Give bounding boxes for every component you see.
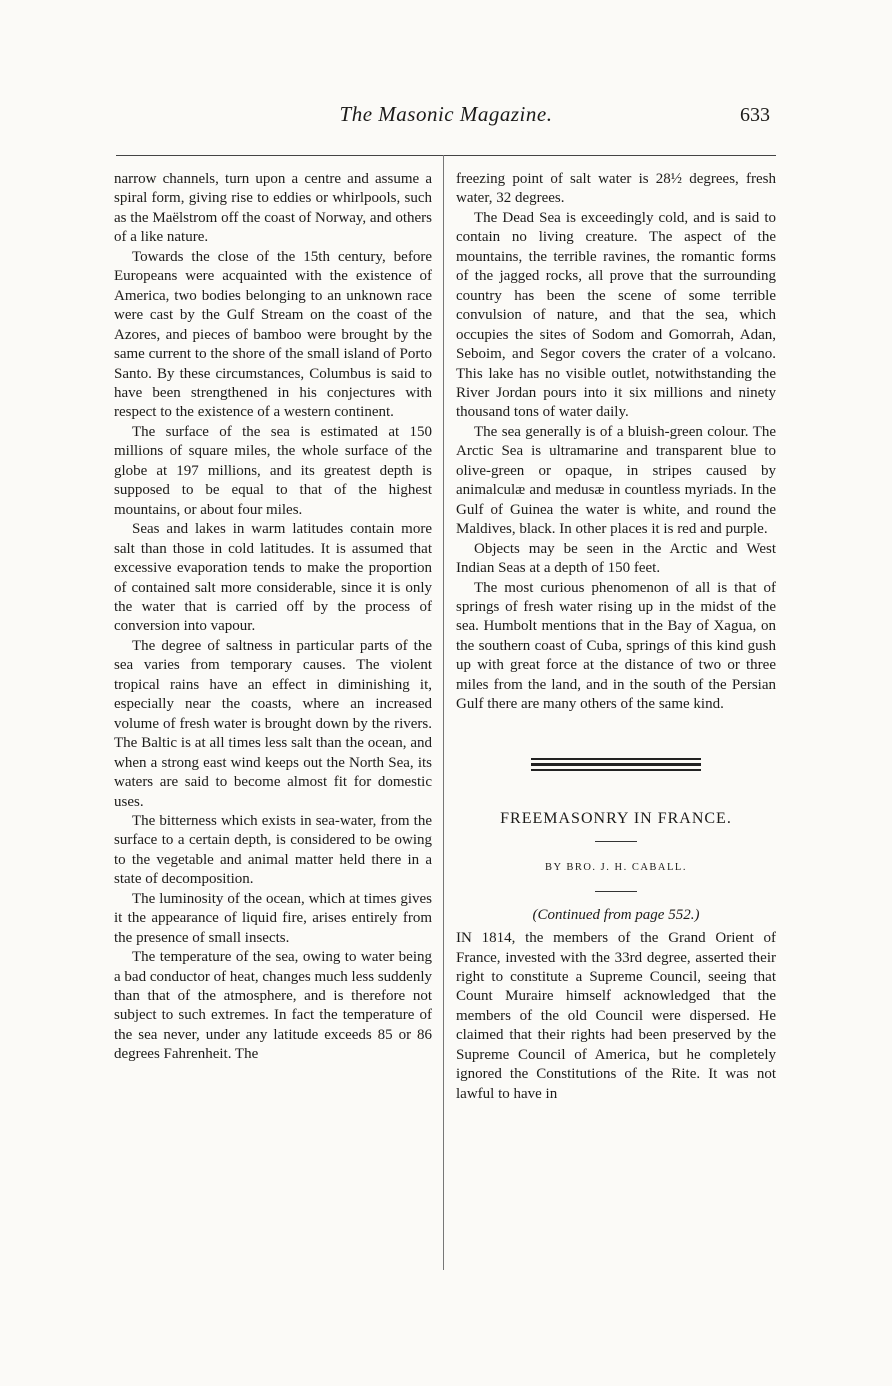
paragraph: The temperature of the sea, owing to water being a bad conductor of heat, changes much less suddenly than that of the atmosphere, and is therefore not subject to such extremes. In fact the temperature of the sea never, under any latitude exceeds 85 or 86 degrees Fahrenheit. The <box>114 949 432 1063</box>
paragraph: The Dead Sea is exceedingly cold, and is said to contain no living creature. The aspect of the mountains, the terrible ravines, the romantic forms of the jagged rocks, all prove that the surrounding country has been the scene of some terrible convulsion of nature, and that the sea, which occupies the sites of Sodom and Gomorrah, Adan, Seboim, and Segor covers the crater of a volcano. This lake has no visible outlet, notwithstanding the River Jordan pours into it six millions and ninety thousand tons of water daily. <box>456 209 776 421</box>
paragraph: Objects may be seen in the Arctic and West Indian Seas at a depth of 150 feet. <box>456 540 776 577</box>
paragraph: freezing point of salt water is 28½ degrees, fresh water, 32 degrees. <box>456 171 776 207</box>
paragraph: The sea generally is of a bluish-green colour. The Arctic Sea is ultramarine and transparent blue to olive-green or opaque, in stripes caused by animalculæ and medusæ in countless myriads. In the Gulf of Guinea the water is white, and round the Maldives, black. In other places it is red and purple. <box>456 423 776 538</box>
page-number: 633 <box>740 104 770 126</box>
header-rule <box>116 155 776 156</box>
paragraph: The surface of the sea is estimated at 150 millions of square miles, the whole surface of the globe at 197 millions, and its greatest depth is supposed to be equal to that of the highest mountains, or about four miles. <box>114 423 432 518</box>
byline-rule <box>595 891 637 892</box>
continued-note: (Continued from page 552.) <box>532 906 700 923</box>
right-column <box>456 170 776 1104</box>
article-body: IN 1814, the members of the Grand Orient of France, invested with the 33rd degree, asserted their right to constitute a Supreme Council, seeing that Count Muraire himself acknowledged that the members of the old Council were dispersed. He claimed that their rights had been preserved by the Supreme Council of America, but he completely ignored the Constitutions of the Rite. It was not lawful to have in <box>456 930 776 1102</box>
paragraph: The most curious phenomenon of all is that of springs of fresh water rising up in the midst of the sea. Humbolt mentions that in the Bay of Xagua, on the southern coast of Cuba, springs of this kind gush up with great force at the distance of two or three miles from the land, and in the south of the Persian Gulf there are many others of the same kind. <box>456 579 776 713</box>
paragraph: The luminosity of the ocean, which at times gives it the appearance of liquid fire, arises entirely from the presence of small insects. <box>114 890 432 946</box>
paragraph: Towards the close of the 15th century, before Europeans were acquainted with the existence of America, two bodies belonging to an unknown race were cast by the Gulf Stream on the coast of the Azores, and pieces of bamboo were brought by the same current to the shore of the small island of Porto Santo. By these circumstances, Columbus is said to have been strengthened in his conjectures with respect to the existence of a western continent. <box>114 248 432 421</box>
article-title: FREEMASONRY IN FRANCE. <box>500 809 732 827</box>
page-header <box>112 100 780 140</box>
column-divider <box>443 155 444 1270</box>
title-rule <box>595 841 637 842</box>
paragraph: narrow channels, turn upon a centre and assume a spiral form, giving rise to eddies or whirlpools, such as the Maëlstrom off the coast of Norway, and others of a like nature. <box>114 171 432 246</box>
article-byline: BY BRO. J. H. CABALL. <box>545 862 687 874</box>
running-title: The Masonic Magazine. <box>339 102 553 126</box>
paragraph: The degree of saltness in particular parts of the sea varies from temporary causes. The violent tropical rains have an effect in diminishing it, especially near the coasts, where an increased volume of fresh water is brought down by the rivers. The Baltic is at all times less salt than the ocean, and when a strong east wind keeps out the North Sea, its waters are said to become almost fit for domestic uses. <box>114 637 432 810</box>
paragraph: The bitterness which exists in sea-water, from the surface to a certain depth, is considered to be owing to the vegetable and animal matter held there in a state of decomposition. <box>114 812 432 888</box>
paragraph: Seas and lakes in warm latitudes contain more salt than those in cold latitudes. It is assumed that excessive evaporation tends to make the proportion of contained salt more considerable, since it is only the water that is carried off by the process of conversion into vapour. <box>114 521 432 635</box>
section-divider <box>531 758 701 771</box>
left-column <box>114 170 432 1065</box>
